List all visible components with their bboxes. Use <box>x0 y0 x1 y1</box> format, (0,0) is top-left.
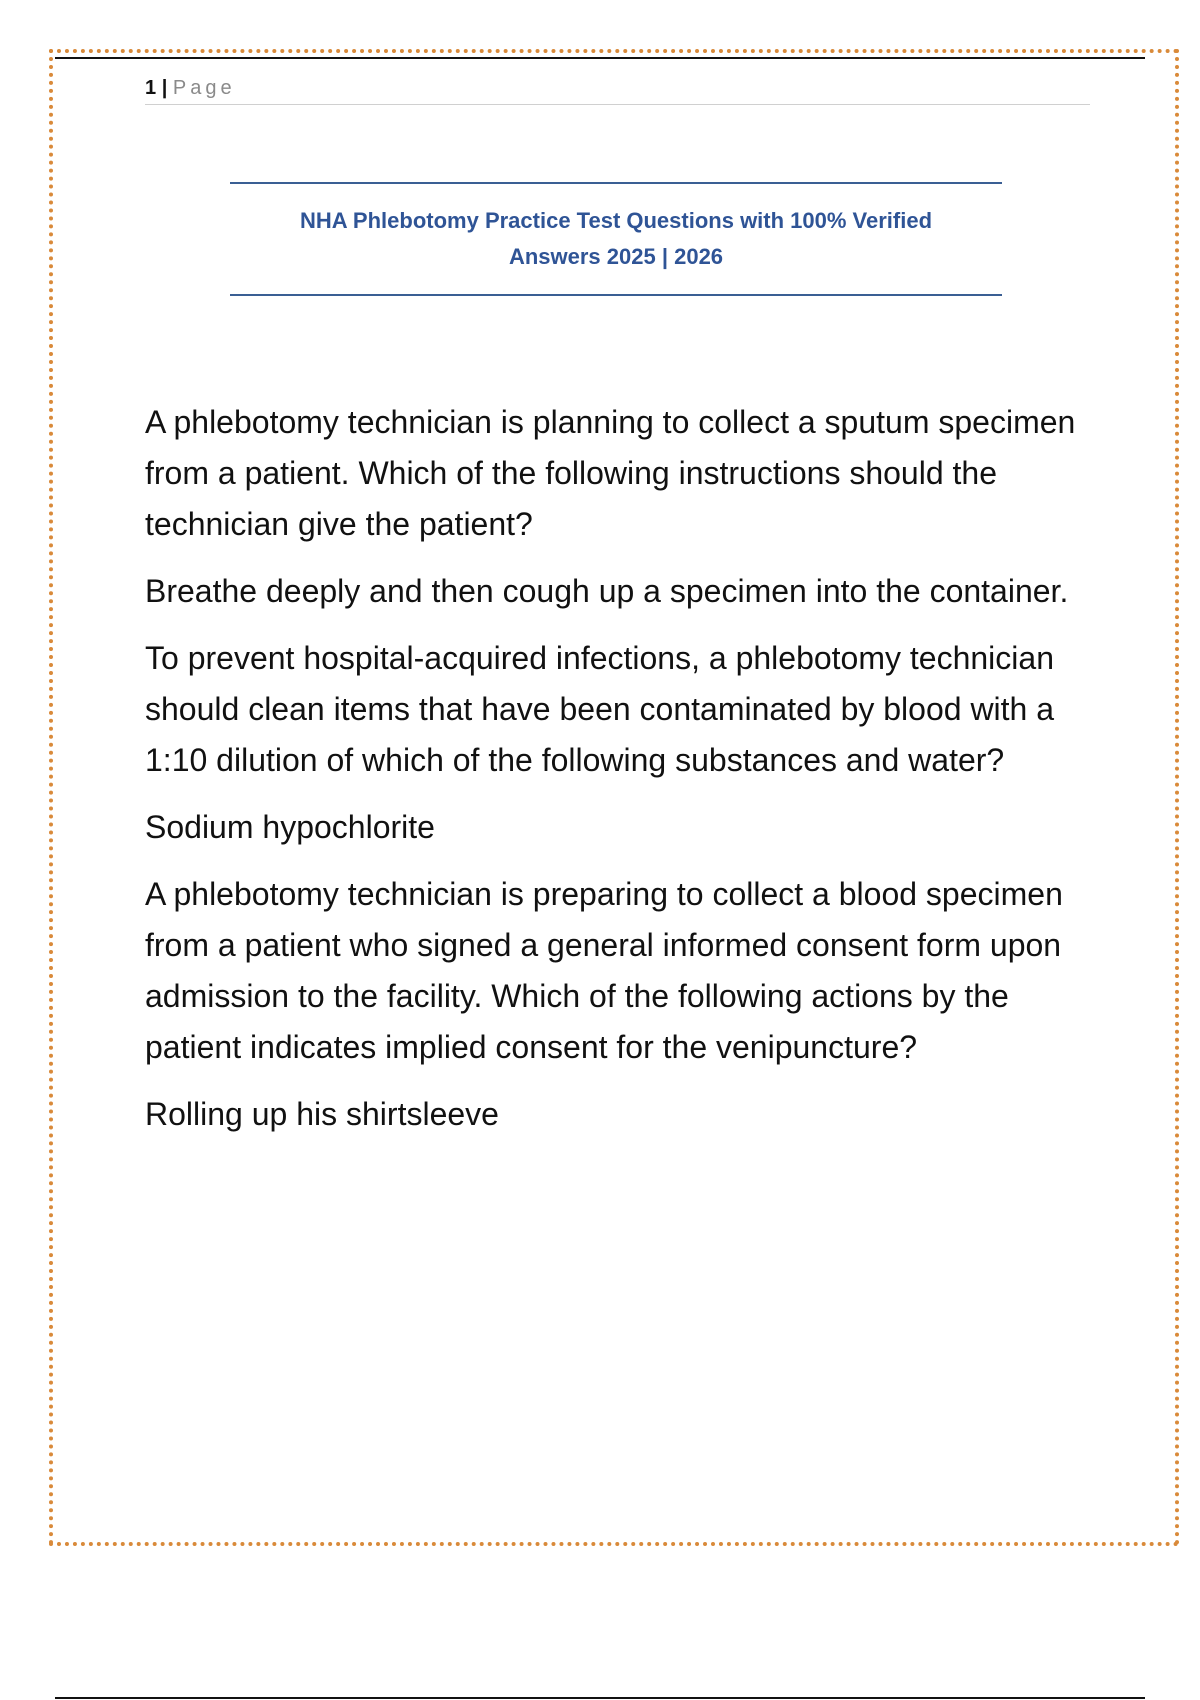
page-separator: | <box>161 77 168 99</box>
top-rule <box>55 57 1145 59</box>
title-line-1: NHA Phlebotomy Practice Test Questions with 100% Verified <box>299 208 933 233</box>
question-text: A phlebotomy technician is preparing to collect a blood specimen from a patient who signed a general informed consent form upon admission to the facility. Which of the following actions by the patient indicates implied consent for the venipuncture? <box>145 876 1063 1065</box>
qa-item <box>145 869 1095 1140</box>
answer-text: Rolling up his shirtsleeve <box>145 1096 499 1132</box>
qa-item <box>145 397 1095 617</box>
question-text: To prevent hospital-acquired infections, a phlebotomy technician should clean items that have been contaminated by blood with a 1:10 dilution of which of the following substances and water? <box>145 640 1055 778</box>
answer-text: Breathe deeply and then cough up a specimen into the container. <box>145 573 1069 609</box>
title-line-2: Answers 2025 | 2026 <box>508 244 724 269</box>
question-text: A phlebotomy technician is planning to collect a sputum specimen from a patient. Which of the following instructions should the technician give the patient? <box>145 404 1076 542</box>
qa-content <box>145 397 1095 1156</box>
answer-text: Sodium hypochlorite <box>145 809 435 845</box>
bottom-rule <box>55 1697 1145 1699</box>
document-title <box>230 182 1002 296</box>
page-label: Page <box>172 77 236 99</box>
page-header <box>145 72 1090 105</box>
page-number: 1 <box>145 77 157 99</box>
qa-item <box>145 633 1095 853</box>
